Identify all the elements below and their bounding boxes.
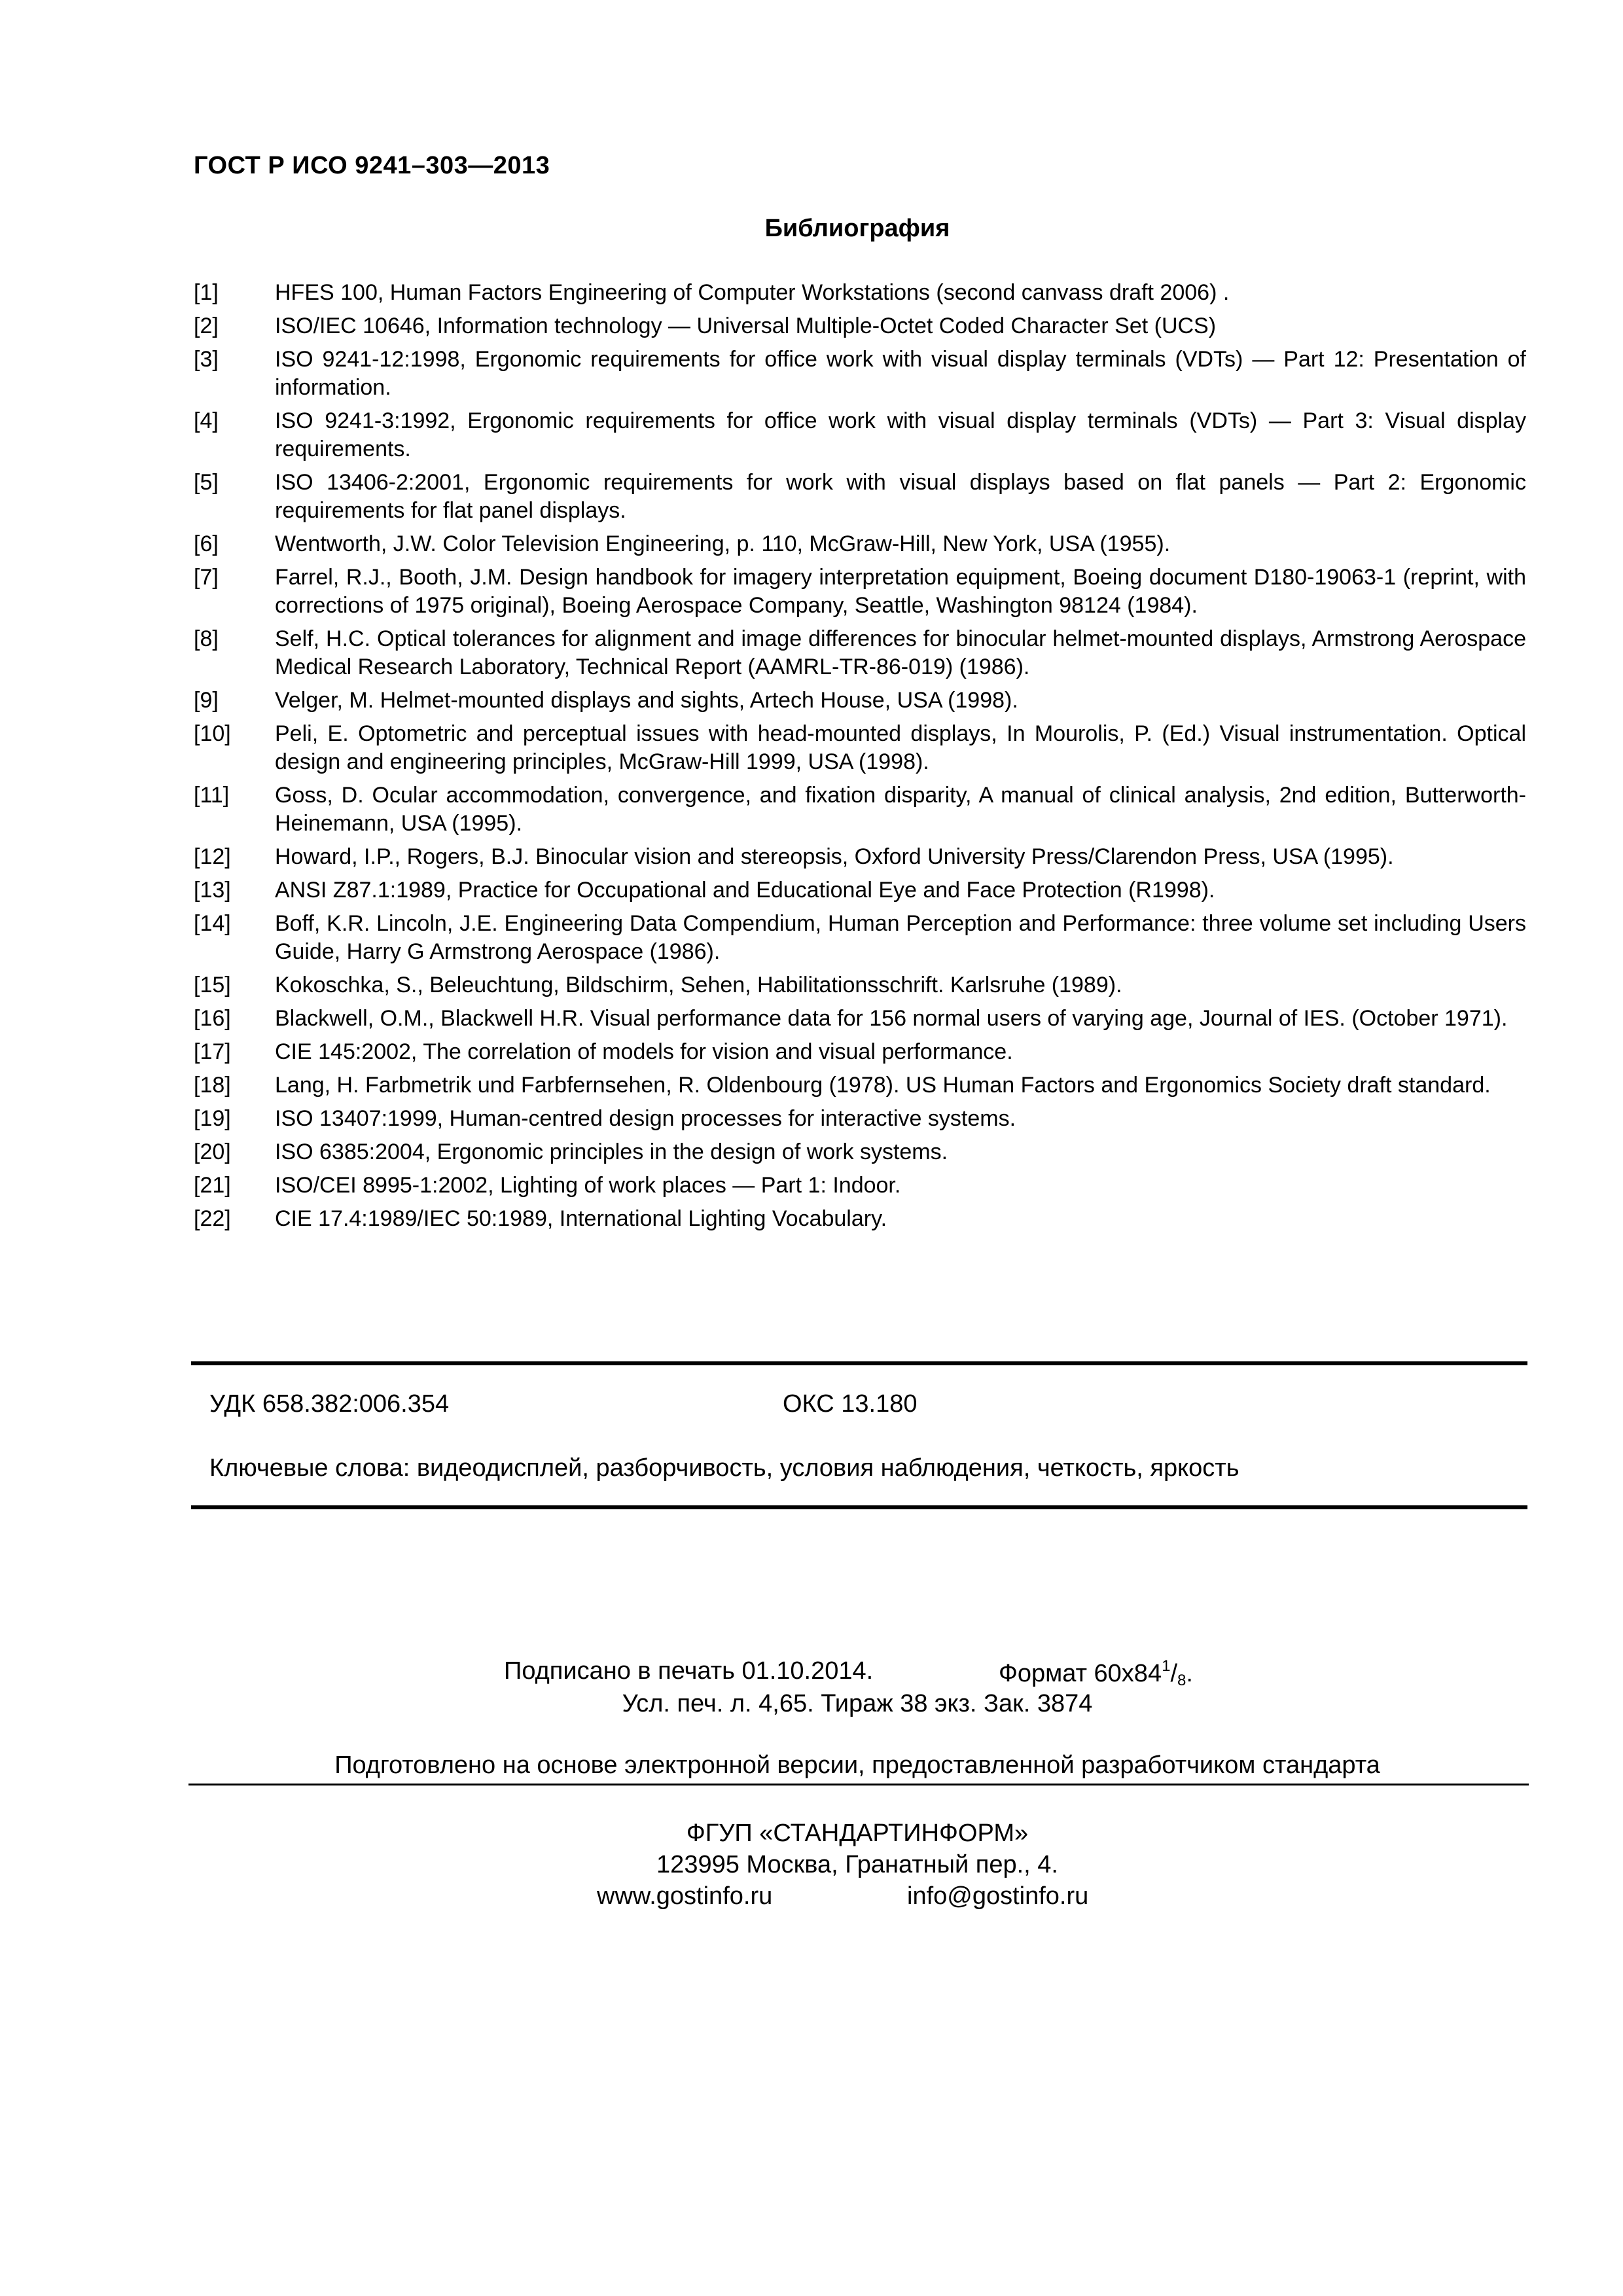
bibliography-item (194, 843, 1526, 871)
bibliography-item-text: Wentworth, J.W. Color Television Engineering, p. 110, McGraw-Hill, New York, USA (1955). (275, 531, 1171, 556)
bibliography-item (194, 312, 1526, 340)
bibliography-item-number: [14] (194, 911, 231, 936)
bibliography-item-number: [6] (194, 531, 219, 556)
imprint-rule (188, 1784, 1529, 1785)
bibliography-item-text: Goss, D. Ocular accommodation, convergence, and fixation disparity, A manual of clinical analysis, 2nd edition, Butterworth-Heinemann, USA (1995). (275, 783, 1526, 836)
bibliography-item (194, 1005, 1526, 1033)
bibliography-item-text: ISO 9241-3:1992, Ergonomic requirements for office work with visual display terminals (VDTs) — Part 3: Visual display requirements. (275, 408, 1526, 461)
paper-format: Формат $60х84^1/8$. (999, 1657, 1193, 1689)
bibliography-item-text: Howard, I.P., Rogers, B.J. Binocular vision and stereopsis, Oxford University Press/Clarendon Press, USA (1995). (275, 844, 1394, 869)
bibliography-item-text: ISO 9241-12:1998, Ergonomic requirements for office work with visual display terminals (VDTs) — Part 12: Presentation of information. (275, 347, 1526, 400)
paper-format-numerator: 1 (1162, 1657, 1171, 1675)
paper-format-suffix: . (1186, 1660, 1193, 1687)
print-details: Усл. печ. л. 4,65. Тираж 38 экз. Зак. 3874 (622, 1690, 1093, 1717)
bibliography-item-text: HFES 100, Human Factors Engineering of Computer Workstations (second canvass draft 2006) . (275, 280, 1230, 305)
bibliography-item-number: [1] (194, 280, 219, 305)
bibliography-item-number: [20] (194, 1139, 231, 1164)
bibliography-item-text: CIE 145:2002, The correlation of models for vision and visual performance. (275, 1039, 1013, 1064)
document-standard-id: ГОСТ Р ИСО 9241–303—2013 (194, 152, 550, 179)
bibliography-item-text: Peli, E. Optometric and perceptual issues with head-mounted displays, In Mourolis, P. (Ed.) Visual instrumentation. Optical design and engineering principles, McGraw-Hill 1999, USA (1998). (275, 721, 1526, 774)
bibliography-item-number: [8] (194, 626, 219, 651)
bibliography-item-text: Velger, M. Helmet-mounted displays and sights, Artech House, USA (1998). (275, 688, 1018, 713)
bibliography-item (194, 1038, 1526, 1066)
bibliography-title: Библиография (764, 215, 950, 242)
publisher-address: 123995 Москва, Гранатный пер., 4. (656, 1851, 1058, 1878)
publisher-email[interactable]: info@gostinfo.ru (907, 1882, 1089, 1910)
publisher-name: ФГУП «СТАНДАРТИНФОРМ» (686, 1820, 1029, 1847)
bibliography-item (194, 407, 1526, 463)
bibliography-item (194, 530, 1526, 558)
bibliography-item-text: ISO/CEI 8995-1:2002, Lighting of work places — Part 1: Indoor. (275, 1173, 901, 1198)
keywords-line: Ключевые слова: видеодисплей, разборчивость, условия наблюдения, четкость, яркость (209, 1454, 1240, 1482)
bibliography-item-number: [3] (194, 347, 219, 372)
bibliography-item (194, 687, 1526, 715)
bibliography-item (194, 781, 1526, 838)
bibliography-item-number: [9] (194, 688, 219, 713)
bibliography-item (194, 1172, 1526, 1200)
bibliography-item-number: [11] (194, 783, 230, 808)
bibliography-item-number: [17] (194, 1039, 231, 1064)
bibliography-item-text: ANSI Z87.1:1989, Practice for Occupational and Educational Eye and Face Protection (R1998). (275, 878, 1215, 903)
bibliography-item (194, 876, 1526, 905)
udk-code: УДК 658.382:006.354 (209, 1390, 450, 1418)
bibliography-item-text: Boff, K.R. Lincoln, J.E. Engineering Data Compendium, Human Perception and Performance: three volume set including Users Guide, Harry G Armstrong Aerospace (1986). (275, 911, 1526, 964)
paper-format-denominator: 8 (1177, 1672, 1186, 1689)
bibliography-item-number: [22] (194, 1206, 231, 1231)
bibliography-item-text: ISO/IEC 10646, Information technology — Universal Multiple-Octet Coded Character Set (UCS) (275, 314, 1217, 338)
bibliography-item-number: [12] (194, 844, 231, 869)
bibliography-item (194, 1071, 1526, 1100)
bibliography-item-text: Lang, H. Farbmetrik und Farbfernsehen, R. Oldenbourg (1978). US Human Factors and Ergonomics Society draft standard. (275, 1073, 1491, 1098)
bibliography-item-number: [15] (194, 973, 231, 997)
bibliography-item-number: [5] (194, 470, 219, 495)
bibliography-item (194, 910, 1526, 966)
bibliography-item-number: [19] (194, 1106, 231, 1131)
bibliography-item-text: Farrel, R.J., Booth, J.M. Design handbook for imagery interpretation equipment, Boeing document D180-19063-1 (reprint, with corrections of 1975 original), Boeing Aerospace Company, Seattle, Washington 98124 (1984). (275, 565, 1526, 618)
paper-format-prefix: Формат 60х84 (999, 1660, 1162, 1687)
bibliography-item-text: Self, H.C. Optical tolerances for alignment and image differences for binocular helmet-mounted displays, Armstrong Aerospace Medical Research Laboratory, Technical Report (AAMRL-TR-86-019) (1986). (275, 626, 1526, 679)
bibliography-list (194, 279, 1526, 1238)
bibliography-item (194, 346, 1526, 402)
oks-code: ОКС 13.180 (783, 1390, 918, 1418)
bibliography-item-number: [18] (194, 1073, 231, 1098)
bibliography-item-number: [10] (194, 721, 231, 746)
divider-top-rule (191, 1361, 1527, 1365)
bibliography-item (194, 279, 1526, 307)
signed-for-print: Подписано в печать 01.10.2014. (504, 1657, 874, 1685)
bibliography-item (194, 720, 1526, 776)
bibliography-item (194, 625, 1526, 681)
bibliography-item-number: [4] (194, 408, 219, 433)
bibliography-item-text: CIE 17.4:1989/IEC 50:1989, International Lighting Vocabulary. (275, 1206, 887, 1231)
bibliography-item (194, 1138, 1526, 1166)
bibliography-item-text: ISO 13406-2:2001, Ergonomic requirements for work with visual displays based on flat panels — Part 2: Ergonomic requirements for flat panel displays. (275, 470, 1526, 523)
bibliography-item-number: [7] (194, 565, 219, 590)
publisher-website[interactable]: www.gostinfo.ru (597, 1882, 773, 1910)
bibliography-item (194, 971, 1526, 999)
bibliography-item-number: [13] (194, 878, 231, 903)
bibliography-item-text: ISO 6385:2004, Ergonomic principles in the design of work systems. (275, 1139, 948, 1164)
bibliography-item-number: [16] (194, 1006, 231, 1031)
bibliography-item-text: Blackwell, O.M., Blackwell H.R. Visual performance data for 156 normal users of varying age, Journal of IES. (October 1971). (275, 1006, 1508, 1031)
bibliography-item-text: ISO 13407:1999, Human-centred design processes for interactive systems. (275, 1106, 1016, 1131)
bibliography-item (194, 1105, 1526, 1133)
bibliography-item-number: [21] (194, 1173, 231, 1198)
bibliography-item (194, 1205, 1526, 1233)
bibliography-item-number: [2] (194, 314, 219, 338)
bibliography-item (194, 469, 1526, 525)
bibliography-item-text: Kokoschka, S., Beleuchtung, Bildschirm, Sehen, Habilitationsschrift. Karlsruhe (1989). (275, 973, 1122, 997)
divider-bottom-rule (191, 1505, 1527, 1509)
prepared-note: Подготовлено на основе электронной версии, предоставленной разработчиком стандарта (334, 1751, 1380, 1779)
bibliography-item (194, 564, 1526, 620)
